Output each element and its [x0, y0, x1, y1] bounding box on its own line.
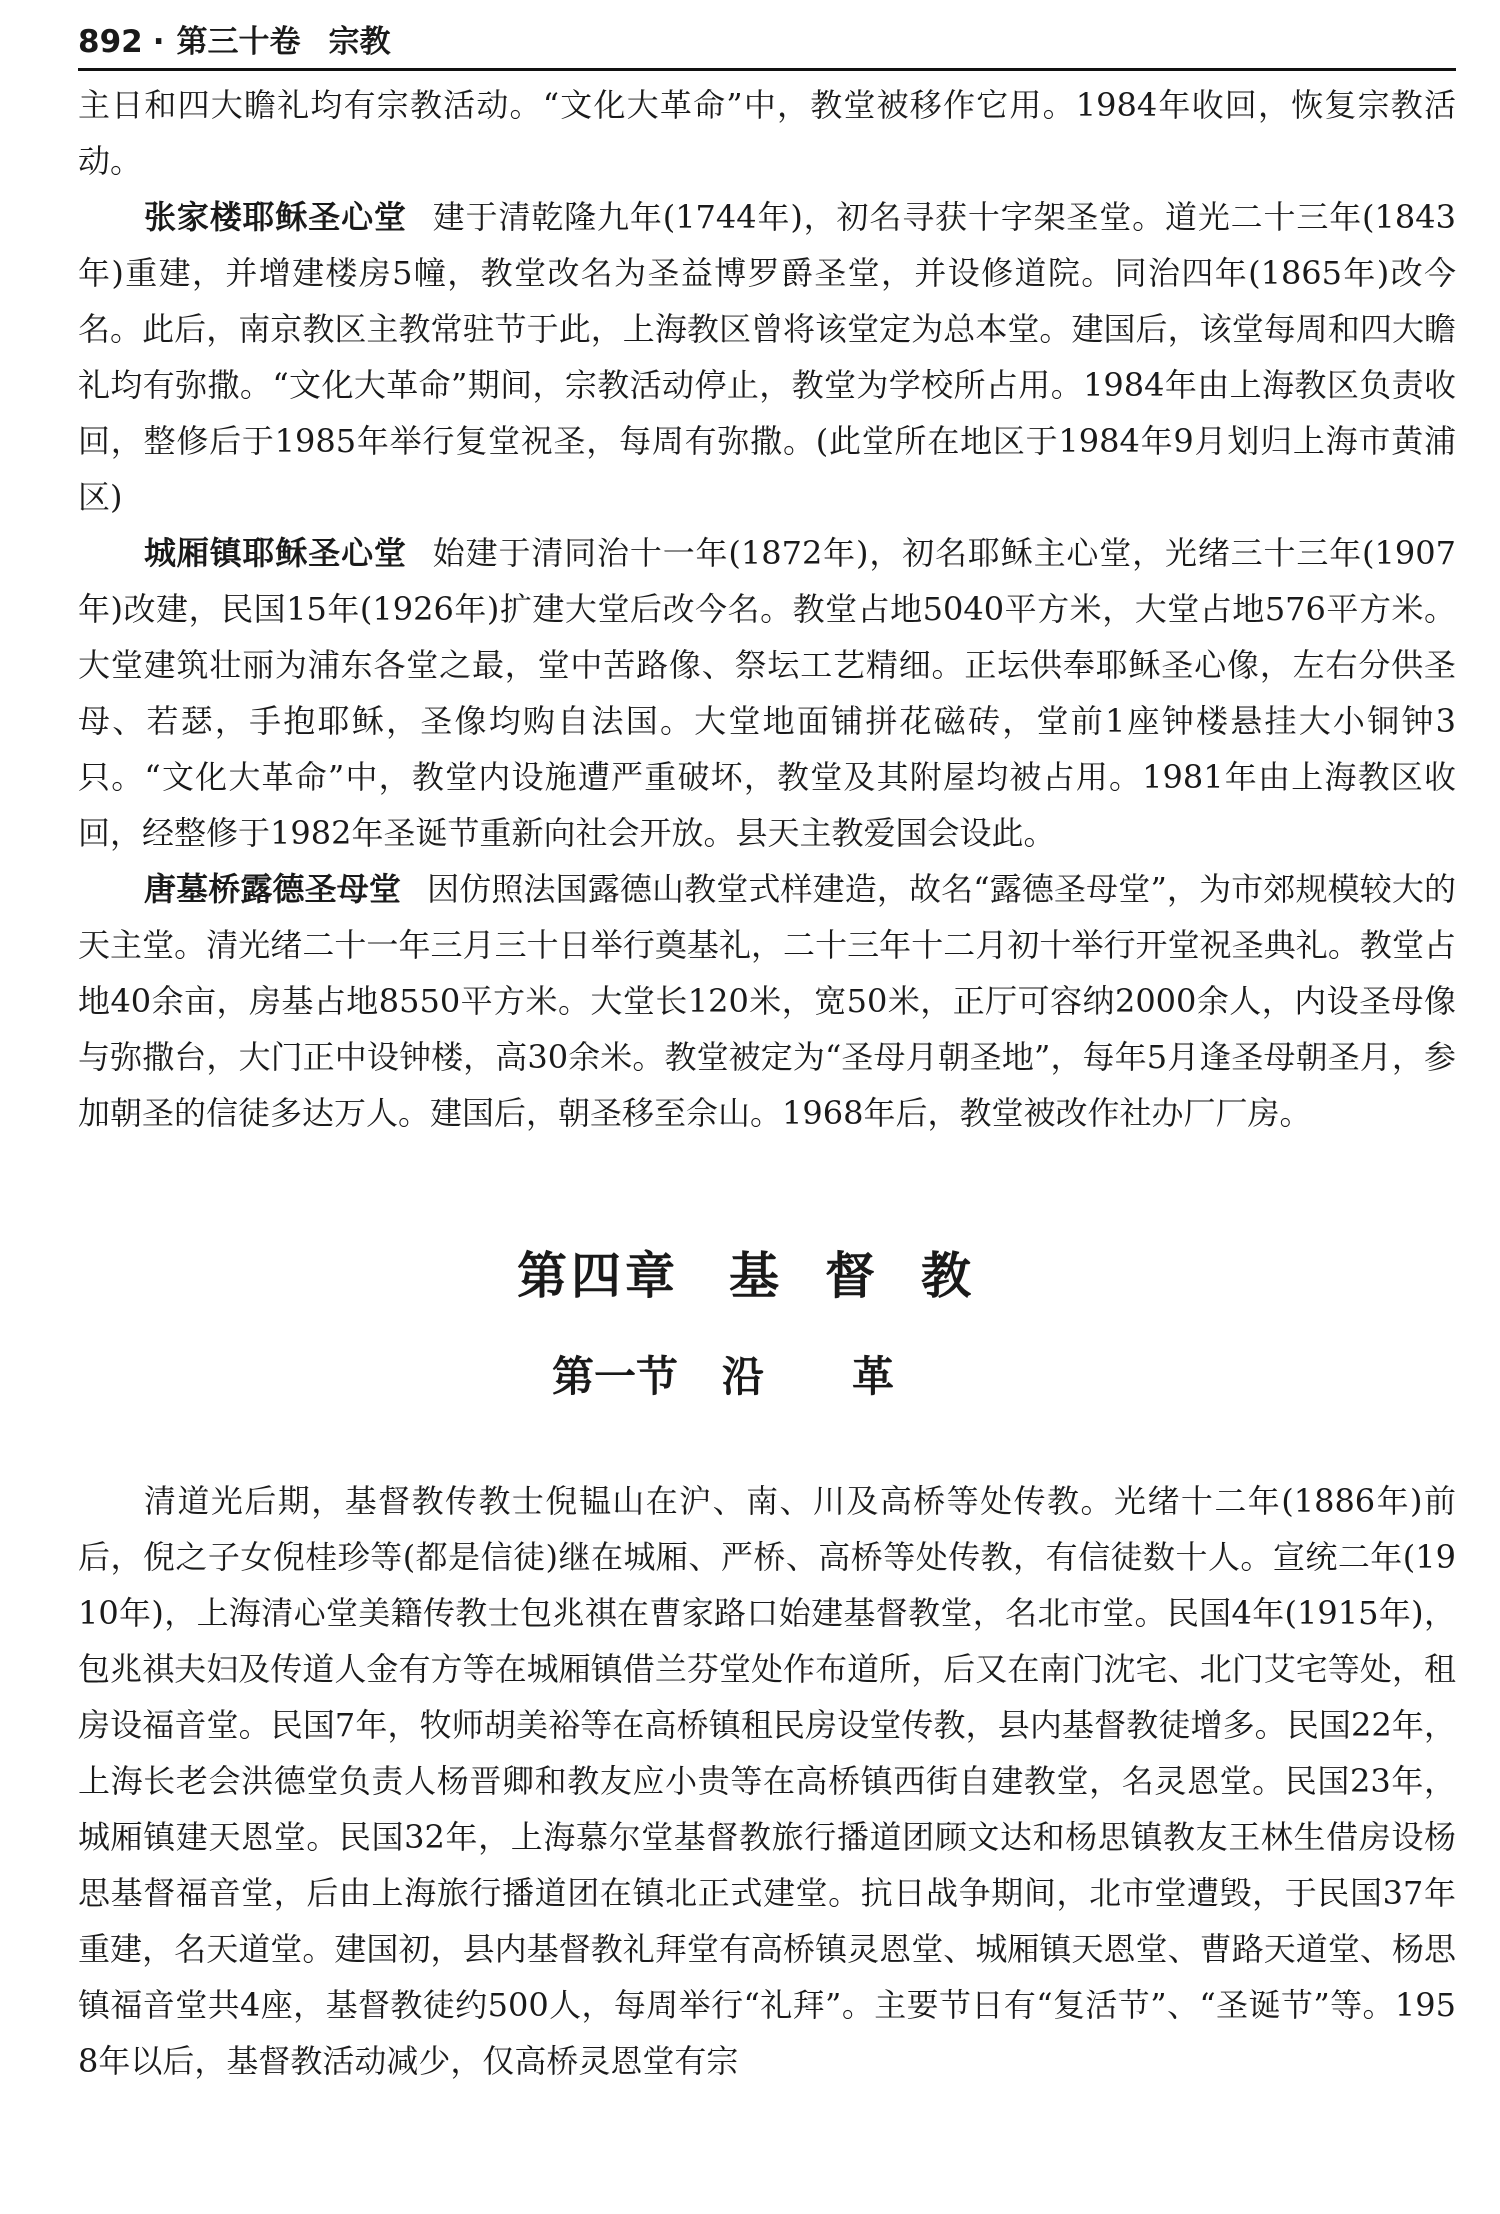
page-number: 892	[78, 24, 143, 60]
entry-term: 城厢镇耶稣圣心堂	[144, 534, 407, 572]
section-title	[78, 1347, 1456, 1407]
entry-body: 建于清乾隆九年(1744年)，初名寻获十字架圣堂。道光二十三年(1843年)重建，并增建楼房5幢，教堂改名为圣益博罗爵圣堂，并设修道院。同治四年(1865年)改今名。此后，南京教区主教常驻节于此，上海教区曾将该堂定为总本堂。建国后，该堂每周和四大瞻礼均有弥撒。“文化大革命”期间，宗教活动停止，教堂为学校所占用。1984年由上海教区负责收回，整修后于1985年举行复堂祝圣，每周有弥撒。(此堂所在地区于1984年9月划归上海市黄浦区)	[78, 198, 1456, 516]
entry-zhangjialou-church	[78, 189, 1456, 525]
running-head	[78, 22, 1456, 71]
chapter-title	[78, 1241, 1456, 1311]
paragraph-history: 清道光后期，基督教传教士倪韫山在沪、南、川及高桥等处传教。光绪十二年(1886年)前后，倪之子女倪桂珍等(都是信徒)继在城厢、严桥、高桥等处传教，有信徒数十人。宣统二年(1910年)，上海清心堂美籍传教士包兆祺在曹家路口始建基督教堂，名北市堂。民国4年(1915年)，包兆祺夫妇及传道人金有方等在城厢镇借兰芬堂处作布道所，后又在南门沈宅、北门艾宅等处，租房设福音堂。民国7年，牧师胡美裕等在高桥镇租民房设堂传教，县内基督教徒增多。民国22年，上海长老会洪德堂负责人杨晋卿和教友应小贵等在高桥镇西街自建教堂，名灵恩堂。民国23年，城厢镇建天恩堂。民国32年，上海慕尔堂基督教旅行播道团顾文达和杨思镇教友王林生借房设杨思基督福音堂，后由上海旅行播道团在镇北正式建堂。抗日战争期间，北市堂遭毁，于民国37年重建，名天道堂。建国初，县内基督教礼拜堂有高桥镇灵恩堂、城厢镇天恩堂、曹路天道堂、杨思镇福音堂共4座，基督教徒约500人，每周举行“礼拜”。主要节日有“复活节”、“圣诞节”等。1958年以后，基督教活动减少，仅高桥灵恩堂有宗	[78, 1482, 1456, 2080]
volume-label: 第三十卷	[176, 24, 301, 60]
section-name: 沿革	[722, 1352, 983, 1401]
section-label: 宗教	[328, 24, 391, 60]
entry-term: 张家楼耶稣圣心堂	[144, 198, 407, 236]
entry-tangmuqiao-church	[78, 861, 1456, 1141]
chapter-name: 基督教	[729, 1247, 1017, 1305]
running-head-separator: ·	[152, 24, 165, 60]
book-page	[78, 22, 1456, 2089]
entry-chengxiang-church	[78, 525, 1456, 861]
entry-body: 因仿照法国露德山教堂式样建造，故名“露德圣母堂”，为市郊规模较大的天主堂。清光绪二十一年三月三十日举行奠基礼，二十三年十二月初十举行开堂祝圣典礼。教堂占地40余亩，房基占地8550平方米。大堂长120米，宽50米，正厅可容纳2000余人，内设圣母像与弥撒台，大门正中设钟楼，高30余米。教堂被定为“圣母月朝圣地”，每年5月逢圣母朝圣月，参加朝圣的信徒多达万人。建国后，朝圣移至佘山。1968年后，教堂被改作社办厂厂房。	[78, 870, 1456, 1132]
chapter-number: 第四章	[517, 1247, 679, 1305]
paragraph-continued: 主日和四大瞻礼均有宗教活动。“文化大革命”中，教堂被移作它用。1984年收回，恢复宗教活动。	[78, 86, 1456, 180]
entry-term: 唐墓桥露德圣母堂	[144, 870, 402, 908]
section-number: 第一节	[551, 1352, 678, 1401]
entry-body: 始建于清同治十一年(1872年)，初名耶稣主心堂，光绪三十三年(1907年)改建，民国15年(1926年)扩建大堂后改今名。教堂占地5040平方米，大堂占地576平方米。大堂建筑壮丽为浦东各堂之最，堂中苦路像、祭坛工艺精细。正坛供奉耶稣圣心像，左右分供圣母、若瑟，手抱耶稣，圣像均购自法国。大堂地面铺拼花磁砖，堂前1座钟楼悬挂大小铜钟3只。“文化大革命”中，教堂内设施遭严重破坏，教堂及其附屋均被占用。1981年由上海教区收回，经整修于1982年圣诞节重新向社会开放。县天主教爱国会设此。	[78, 534, 1456, 852]
